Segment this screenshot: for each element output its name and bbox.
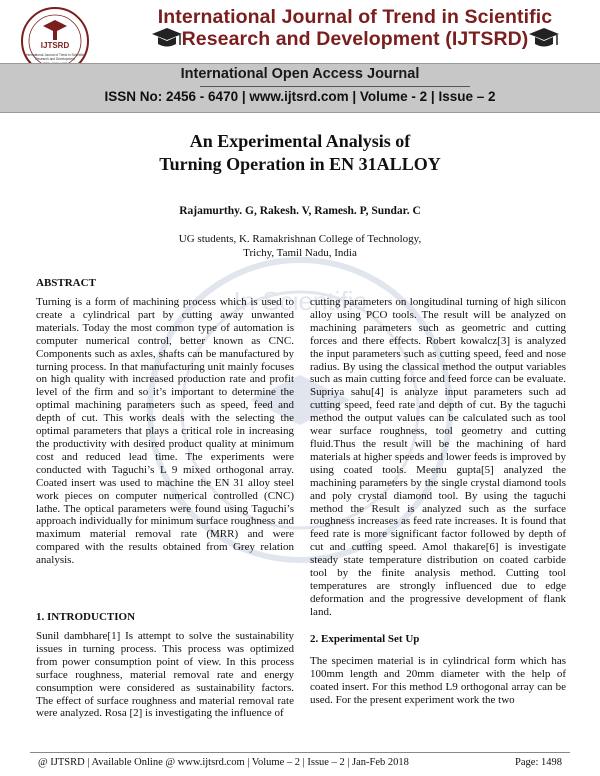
paper-title-line: An Experimental Analysis of [189, 131, 411, 151]
footer-text: @ IJTSRD | Available Online @ www.ijtsrd.com | Volume – 2 | Issue – 2 | Jan-Feb 2018 [38, 757, 409, 768]
open-access-label: International Open Access Journal [180, 66, 420, 82]
svg-text:International Journal of Trend: International Journal of Trend in Scientific [25, 53, 85, 57]
header-divider [200, 86, 470, 87]
literature-paragraph: cutting parameters on longitudinal turning of high silicon alloy using PCO tools. The result will be analyzed on machining parameters such as geometric and cutting forces and there effects. Robert kowalcz[3] is analyzed the input parameters such as cutting speed, feed and nose radius. By using the classical method the output variables such as main cutting force and feed force can be evaluate. Supriya sahu[4] is analyze input parameters such ad cutting speed, feed rate and depth of cut. By the taguchi method the output values can be calculated such as tool wear surface roughness, tool geometry and cutting fluid.Thus the result will be the machining of hard materials at higher speeds and lower feeds is improved by using coated tools. Meenu gupta[5] analyzed the machining parameters by the single crystal diamond tools and poly crystal diamond tool. By using the taguchi method the Result is analyzed such as the surface roughness increases as feed rate increases. It is found that feed rate is more significant factor followed by depth of cut and cutting speed. Amol thakare[6] is investigate steady state temperature distribution on coated carbide tool by the finite analysis method. Cutting tool temperatures are strongly influenced due to edge deformation and the progressive development of flank land. [310, 296, 566, 618]
paper-title-line: Turning Operation in EN 31ALLOY [159, 154, 441, 174]
affiliation-line: UG students, K. Ramakrishnan College of Technology, [178, 233, 422, 245]
setup-body [310, 655, 566, 707]
introduction-paragraph: Sunil dambhare[1] Is attempt to solve the sustainability issues in turning process. This process was optimized from power consumption point of view. In this process surface roughness, material removal rate and energy consumption were considered as sustainability factors. The effect of surface roughness and material removal rate were analyzed. Rosa [2] is investigating the influence of [36, 630, 294, 720]
journal-header [0, 0, 600, 114]
paper-affiliation [0, 232, 600, 260]
abstract-paragraph: Turning is a form of machining process which is used to create a cylindrical part by cutting away unwanted materials. Today the most common type of automation is computer numerical control, better known as CNC. Components such as axles, shafts can be manufactured by turning process. In that manufacturing unit mainly focuses on high quality with increased production rate and profit level of the firm and so it’s important to determine the optimal machining parameters such as speed, feed and depth of cut. This works deals with the selecting the optimal parameters that plays a critical role in increasing the productivity with desired product quality at minimum cost and reduced lead time. The experiments were conducted with Taguchi’s L 9 mixed orthogonal array. Coated insert was used to machine the EN 31 alloy steel work pieces on computer numerical controlled (CNC) lathe. The optical parameters were found using Taguchi’s approach individually for minimum surface roughness and maximum material removal rate (MRR) and were compared with the results obtained from Grey relation analysis. [36, 296, 294, 567]
paper-authors: Rajamurthy. G, Rakesh. V, Ramesh. P, Sundar. C [179, 205, 421, 217]
journal-title-line: Research and Development (IJTSRD) [181, 28, 529, 50]
page-footer [0, 752, 600, 776]
header-bar [0, 63, 600, 113]
paper-title [0, 130, 600, 176]
affiliation-line: Trichy, Tamil Nadu, India [243, 247, 357, 259]
page-number: Page: 1498 [515, 757, 562, 768]
footer-divider [30, 752, 570, 753]
introduction-heading: 1. INTRODUCTION [36, 611, 136, 623]
introduction-body [36, 630, 294, 720]
right-column-body [310, 296, 566, 619]
svg-text:In Scientific: In Scientific [233, 286, 367, 316]
abstract-body [36, 296, 294, 567]
svg-text:IJTSRD: IJTSRD [40, 41, 70, 50]
setup-paragraph: The specimen material is in cylindrical form which has 100mm length and 20mm diameter with the help of coated insert. For this method L9 orthogonal array can be used. For the present experiment work the two [310, 655, 566, 706]
abstract-heading: ABSTRACT [36, 277, 96, 289]
journal-title [150, 6, 560, 50]
journal-title-line: International Journal of Trend in Scientific [157, 6, 553, 28]
svg-text:Research and Development: Research and Development [35, 57, 75, 61]
setup-heading: 2. Experimental Set Up [310, 633, 420, 645]
issn-line: ISSN No: 2456 - 6470 | www.ijtsrd.com | Volume - 2 | Issue – 2 [104, 89, 496, 104]
